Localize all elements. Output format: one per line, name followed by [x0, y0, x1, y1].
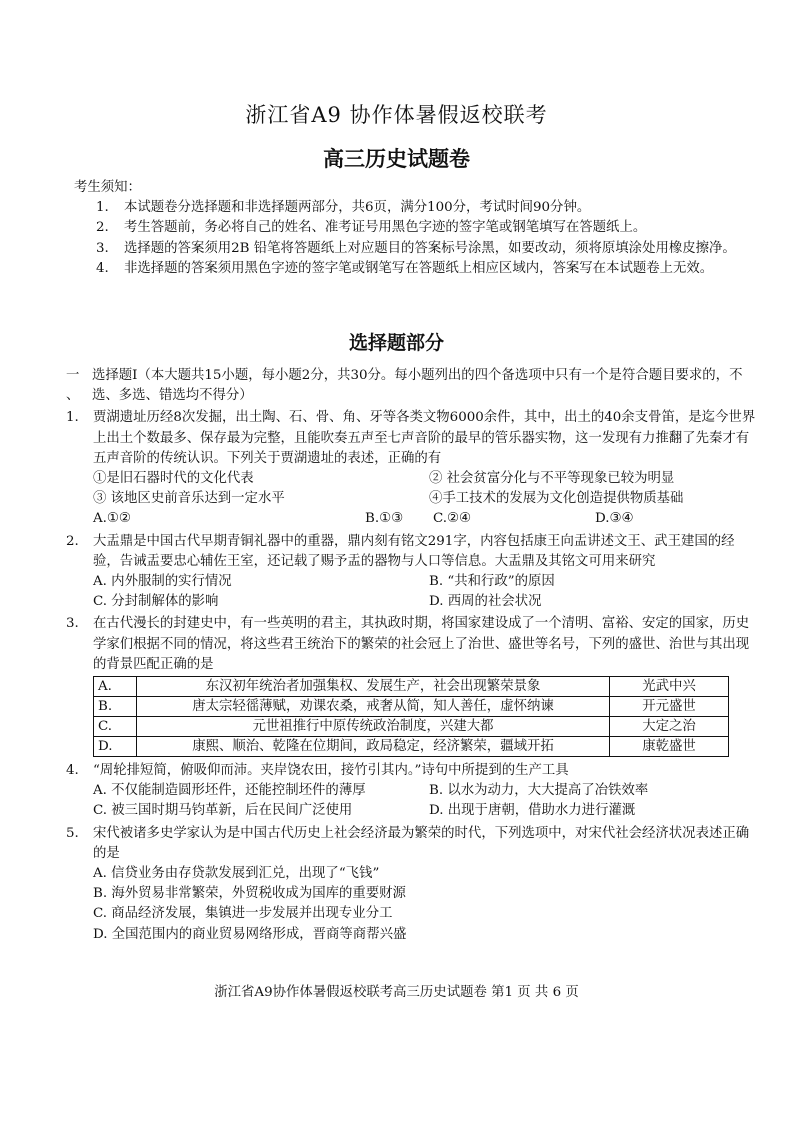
- table-row: [94, 677, 729, 697]
- question-body: [93, 408, 756, 529]
- notice-item-number: 3.: [96, 240, 109, 256]
- row-era-name: 光武中兴: [610, 677, 729, 697]
- question-stem: 贾湖遗址历经8次发掘，出土陶、石、骨、角、牙等各类文物6000余件，其中，出土的40余支骨笛，是迄今世界上出土个数最多、保存最为完整，且能吹奏五声至七声音阶的最早的管乐器实物，这一发现有力推翻了先秦才有五声音阶的传统认识。下列关于贾湖遗址的表述，正确的有: [93, 410, 756, 466]
- notice-item-number: 1.: [96, 200, 109, 216]
- row-letter: A.: [94, 677, 137, 697]
- exam-title: 浙江省A9 协作体暑假返校联考: [245, 103, 548, 127]
- row-description: 唐太宗轻徭薄赋，劝课农桑，戒奢从简，知人善任，虚怀纳谏: [137, 697, 610, 717]
- option-list: [93, 509, 756, 529]
- part-instructions: 选择题Ⅰ（本大题共15小题，每小题2分，共30分。每小题列出的四个备选项中只有一个是符合题目要求的，不选、多选、错选均不得分）: [92, 368, 743, 404]
- option-b: B. “共和行政”的原因: [429, 574, 555, 590]
- question-number: 5.: [66, 825, 79, 841]
- row-era-name: 大定之治: [610, 717, 729, 737]
- row-description: 东汉初年统治者加强集权、发展生产，社会出现繁荣景象: [137, 677, 610, 697]
- row-description: 元世祖推行中原传统政治制度，兴建大都: [137, 717, 610, 737]
- question-stem: “周轮排短简，俯吸仰而沛。夹岸饶农田，接竹引其内。”诗句中所提到的生产工具: [93, 763, 569, 779]
- question-stem: 在古代漫长的封建史中，有一些英明的君主，其执政时期，将国家建设成了一个清明、富裕、安定的国家，历史学家们根据不同的情况，将这些君王统治下的繁荣的社会冠上了治世、盛世等名号，下列的盛世、治世与其出现的背景匹配正确的是: [93, 616, 750, 672]
- page-footer: 浙江省A9协作体暑假返校联考高三历史试题卷 第1 页 共 6 页: [214, 985, 579, 1000]
- question-body: [93, 761, 756, 822]
- notice-item: [74, 218, 754, 238]
- exam-subtitle: 高三历史试题卷: [323, 146, 470, 171]
- notice-item: [74, 198, 754, 218]
- exam-notice: [74, 178, 754, 279]
- options-table: [93, 676, 729, 757]
- question-3: [66, 614, 756, 759]
- option-c: C. 被三国时期马钧革新，后在民间广泛使用: [93, 803, 353, 819]
- row-era-name: 开元盛世: [610, 697, 729, 717]
- part-prefix: 一 、: [66, 368, 80, 404]
- option-b: B.①③: [365, 511, 404, 527]
- question-number: 3.: [66, 616, 79, 632]
- notice-item-text: 非选择题的答案须用黑色字迹的签字笔或钢笔写在答题纸上相应区域内，答案写在本试题卷上无效。: [124, 260, 714, 276]
- question-number: 1.: [66, 410, 79, 426]
- option-list: [93, 781, 756, 821]
- question-5: [66, 824, 756, 945]
- question-4: [66, 761, 756, 822]
- question-stem: 宋代被诸多史学家认为是中国古代历史上社会经济最为繁荣的时代，下列选项中，对宋代社会经济状况表述正确的是: [93, 825, 750, 861]
- option-d: D. 全国范围内的商业贸易网络形成，晋商等商帮兴盛: [93, 926, 407, 942]
- option-a: A. 内外服制的实行情况: [93, 574, 232, 590]
- question-body: [93, 532, 756, 613]
- option-a: A.①②: [93, 511, 131, 527]
- option-a: A. 信贷业务由存贷款发展到汇兑，出现了“飞钱”: [93, 866, 380, 882]
- question-number: 4.: [66, 763, 79, 779]
- option-d: D. 出现于唐朝，借助水力进行灌溉: [429, 803, 636, 819]
- option-b: B. 海外贸易非常繁荣，外贸税收成为国库的重要财源: [93, 886, 406, 902]
- statement-3: ③ 该地区史前音乐达到一定水平: [93, 491, 285, 507]
- row-letter: C.: [94, 717, 137, 737]
- part-heading: [66, 366, 756, 406]
- statement-2: ② 社会贫富分化与不平等现象已较为明显: [429, 471, 675, 487]
- question-number: 2.: [66, 533, 79, 549]
- notice-item-number: 2.: [96, 220, 109, 236]
- option-d: D.③④: [595, 511, 634, 527]
- question-1: [66, 408, 756, 529]
- row-era-name: 康乾盛世: [610, 737, 729, 757]
- option-a: A. 不仅能制造圆形坯件，还能控制坯件的薄厚: [93, 783, 366, 799]
- notice-heading: 考生须知：: [74, 180, 141, 195]
- notice-item-text: 考生答题前，务必将自己的姓名、准考证号用黑色字迹的签字笔或钢笔填写在答题纸上。: [124, 220, 647, 236]
- notice-item: [74, 239, 754, 259]
- statement-4: ④手工技术的发展为文化创造提供物质基础: [429, 491, 684, 507]
- question-body: [93, 824, 756, 945]
- questions-area: [66, 366, 756, 945]
- question-stem: 大盂鼎是中国古代早期青铜礼器中的重器，鼎内刻有铭文291字，内容包括康王向盂讲述文王、武王建国的经验，告诫盂要忠心辅佐王室，还记载了赐予盂的器物与人口等信息。大盂鼎及其铭文可用来研究: [93, 533, 735, 569]
- row-letter: B.: [94, 697, 137, 717]
- option-c: C. 商品经济发展，集镇进一步发展并出现专业分工: [93, 906, 393, 922]
- notice-item-number: 4.: [96, 260, 109, 276]
- notice-item-text: 选择题的答案须用2B 铅笔将答题纸上对应题目的答案标号涂黑，如要改动，须将原填涂处用橡皮擦净。: [124, 240, 736, 256]
- option-list: [93, 572, 756, 612]
- option-b: B. 以水为动力，大大提高了冶铁效率: [429, 783, 649, 799]
- option-c: C. 分封制解体的影响: [93, 594, 219, 610]
- row-letter: D.: [94, 737, 137, 757]
- question-body: [93, 614, 756, 759]
- section-title: 选择题部分: [348, 332, 444, 354]
- table-row: [94, 717, 729, 737]
- statement-1: ①是旧石器时代的文化代表: [93, 471, 254, 487]
- option-c: C.②④: [433, 511, 472, 527]
- question-2: [66, 532, 756, 613]
- notice-item: [74, 259, 754, 279]
- notice-item-text: 本试题卷分选择题和非选择题两部分，共6页，满分100分，考试时间90分钟。: [124, 200, 591, 216]
- statement-list: [93, 469, 756, 509]
- table-row: [94, 697, 729, 717]
- table-row: [94, 737, 729, 757]
- row-description: 康熙、顺治、乾隆在位期间，政局稳定，经济繁荣，疆域开拓: [137, 737, 610, 757]
- option-d: D. 西周的社会状况: [429, 594, 542, 610]
